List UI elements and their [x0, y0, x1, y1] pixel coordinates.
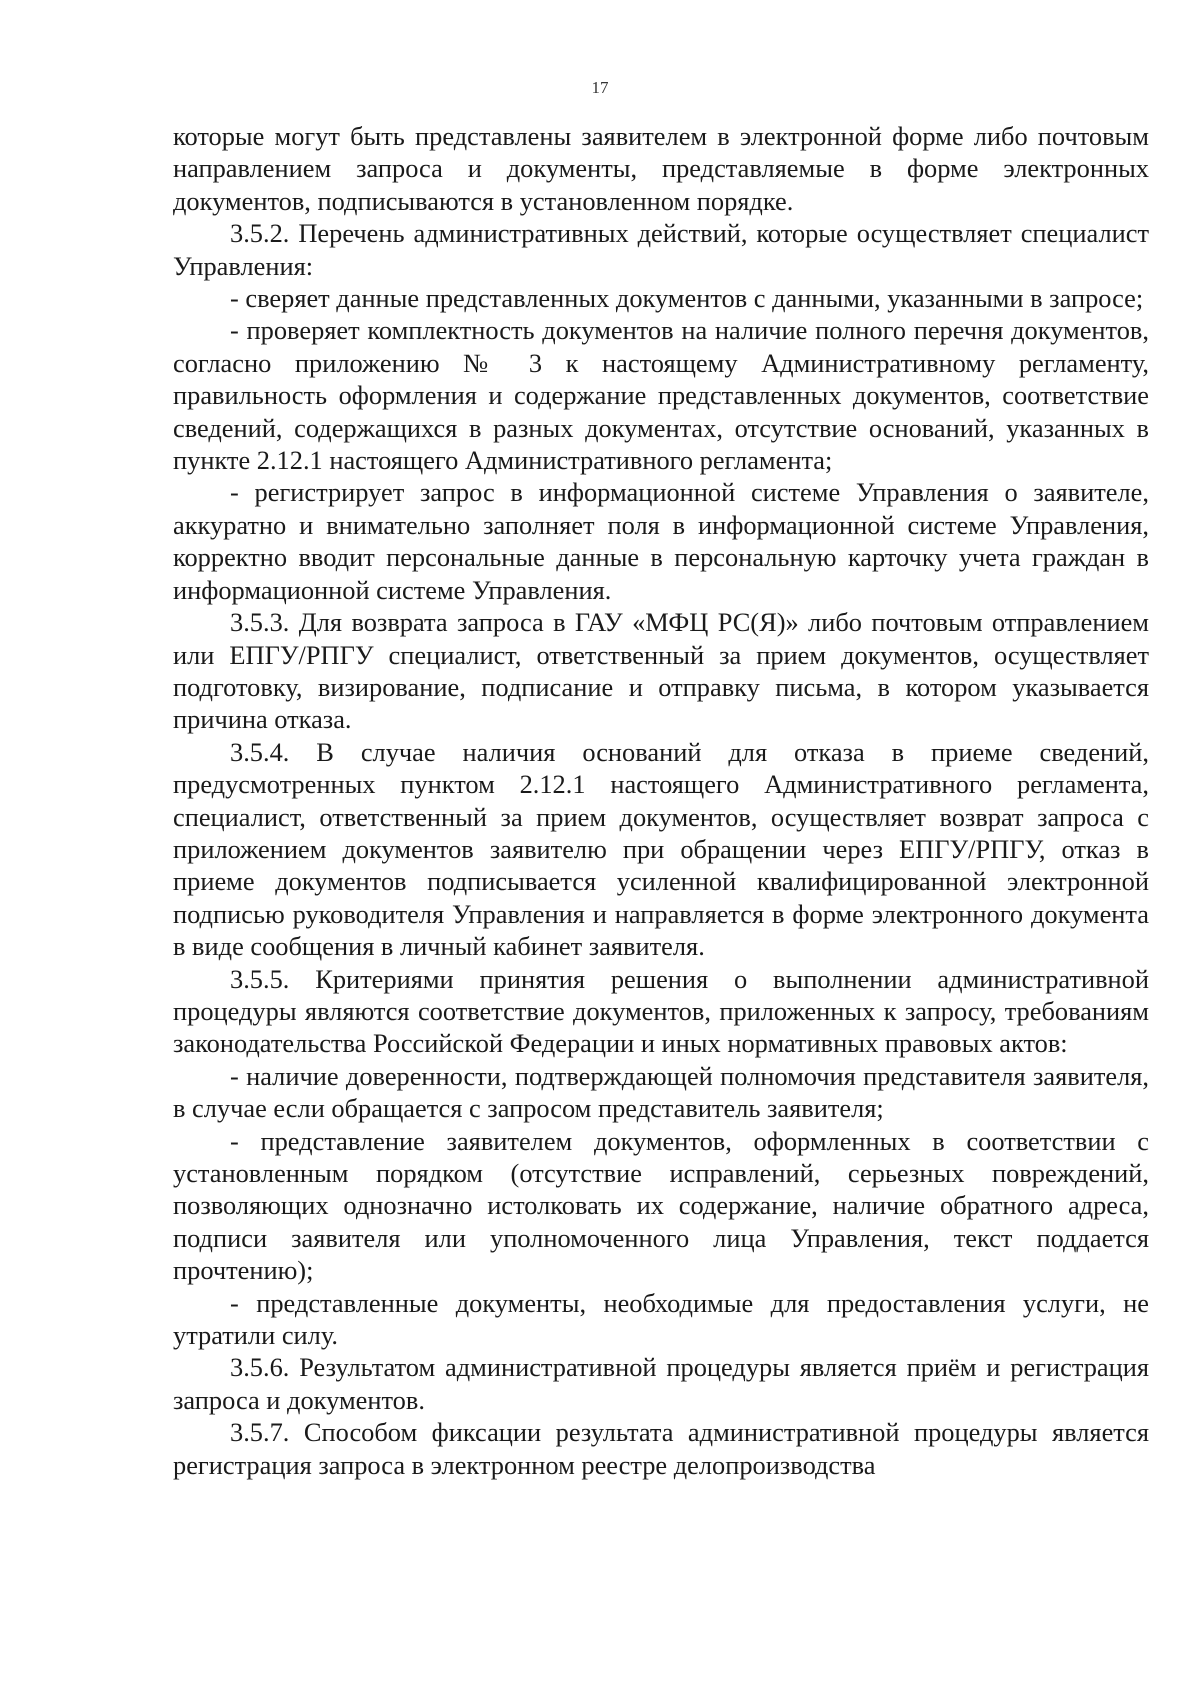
paragraph-3-5-3: 3.5.3. Для возврата запроса в ГАУ «МФЦ РС(Я)» либо почтовым отправлением или ЕПГУ/РПГУ специалист, ответственный за прием документов, осуществляет подготовку, визирование, подписание и отправку письма, в котором указывается причина отказа. [173, 607, 1149, 735]
list-item-power-of-attorney: - наличие доверенности, подтверждающей полномочия представителя заявителя, в случае если обращается с запросом представитель заявителя; [173, 1060, 1149, 1124]
document-body [173, 120, 1149, 1481]
list-item-documents-submitted: - представление заявителем документов, оформленных в соответствии с установленным порядком (отсутствие исправлений, серьезных повреждений, позволяющих однозначно истолковать их содержание, наличие обратного адреса, подписи заявителя или уполномоченного лица Управления, текст поддается прочтению); [173, 1125, 1149, 1286]
paragraph-continuation: которые могут быть представлены заявителем в электронной форме либо почтовым направлением запроса и документы, представляемые в форме электронных документов, подписываются в установленном порядке. [173, 121, 1149, 216]
paragraph-3-5-5: 3.5.5. Критериями принятия решения о выполнении административной процедуры являются соответствие документов, приложенных к запросу, требованиям законодательства Российской Федерации и иных нормативных правовых актов: [173, 963, 1149, 1059]
page-number: 17 [591, 78, 609, 97]
list-item-documents-valid: - представленные документы, необходимые для предоставления услуги, не утратили силу. [173, 1287, 1149, 1351]
list-item-register-request: - регистрирует запрос в информационной системе Управления о заявителе, аккуратно и внимательно заполняет поля в информационной системе Управления, корректно вводит персональные данные в персональную карточку учета граждан в информационной системе Управления. [173, 477, 1149, 605]
paragraph-3-5-7: 3.5.7. Способом фиксации результата административной процедуры является регистрация запроса в электронном реестре делопроизводства [173, 1417, 1149, 1480]
paragraph-3-5-2: 3.5.2. Перечень административных действий, которые осуществляет специалист Управления: [173, 218, 1149, 281]
paragraph-3-5-6: 3.5.6. Результатом административной процедуры является приём и регистрация запроса и документов. [173, 1352, 1149, 1415]
paragraph-3-5-4: 3.5.4. В случае наличия оснований для отказа в приеме сведений, предусмотренных пунктом 2.12.1 настоящего Административного регламента, специалист, ответственный за прием документов, осуществляет возврат запроса с приложением документов заявителю при обращении через ЕПГУ/РПГУ, отказ в приеме документов подписывается усиленной квалифицированной электронной подписью руководителя Управления и направляется в форме электронного документа в виде сообщения в личный кабинет заявителя. [173, 736, 1149, 962]
list-item-check-completeness: - проверяет комплектность документов на наличие полного перечня документов, согласно приложению № 3 к настоящему Административному регламенту, правильность оформления и содержание представленных документов, соответствие сведений, содержащихся в разных документах, отсутствие оснований, указанных в пункте 2.12.1 настоящего Административного регламента; [173, 315, 1149, 476]
list-item-verify-data: - сверяет данные представленных документов с данными, указанными в запросе; [230, 283, 1144, 314]
